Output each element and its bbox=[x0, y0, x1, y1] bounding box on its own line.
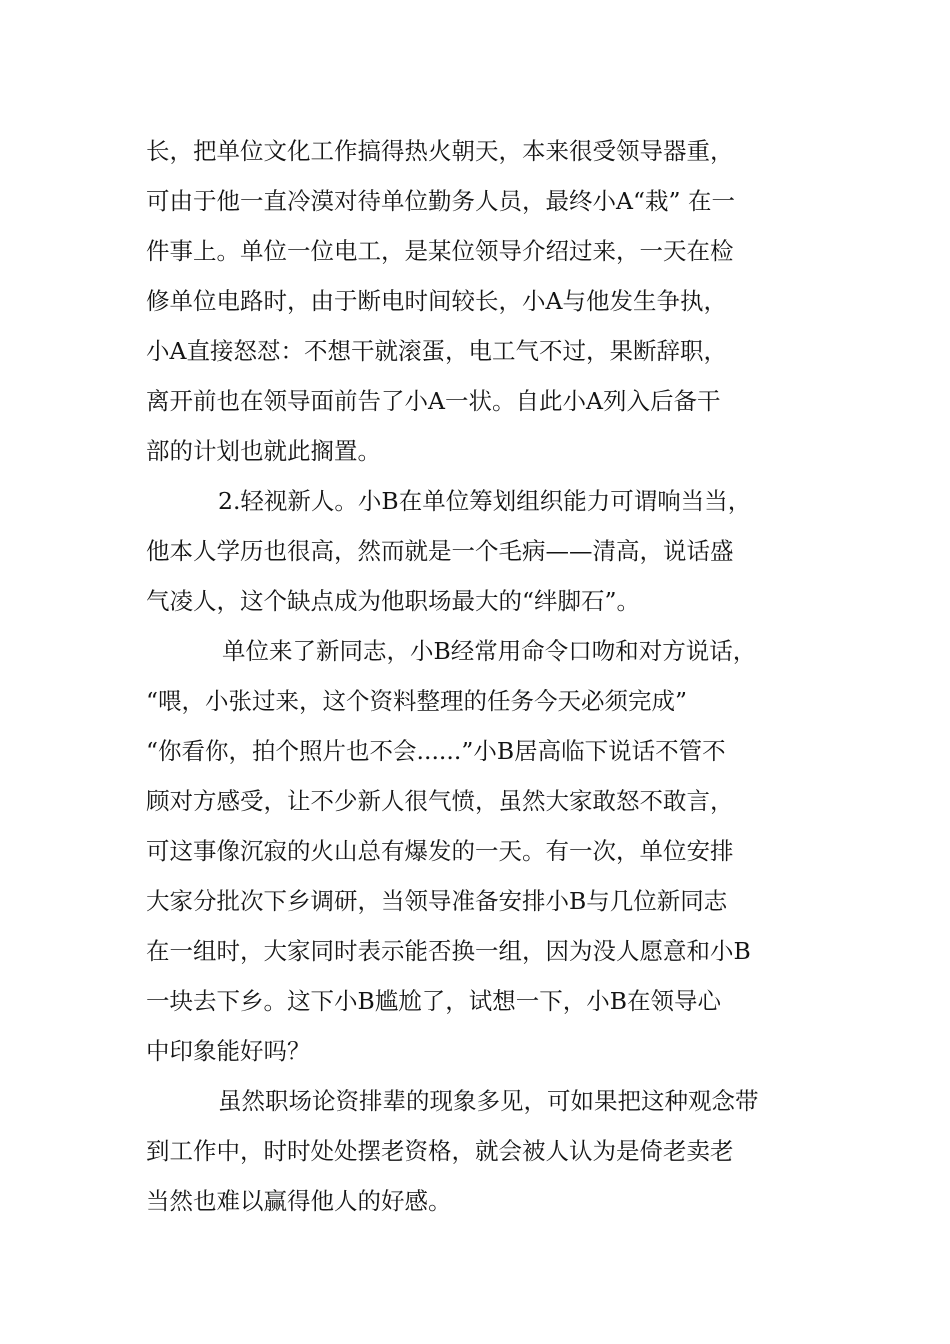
text-line: 长，把单位文化工作搞得热火朝天，本来很受领导器重， bbox=[146, 137, 734, 165]
paragraph-start-line: 虽然职场论资排辈的现象多见，可如果把这种观念带 bbox=[218, 1087, 759, 1115]
text-line: 在一组时，大家同时表示能否换一组，因为没人愿意和小B bbox=[146, 937, 751, 965]
text-line: 可由于他一直冷漠对待单位勤务人员，最终小A“栽” 在一 bbox=[146, 187, 735, 215]
text-line: 他本人学历也很高，然而就是一个毛病——清高，说话盛 bbox=[146, 537, 734, 565]
paragraph-start-line: 单位来了新同志，小B经常用命令口吻和对方说话， bbox=[222, 637, 757, 665]
text-line: 部的计划也就此搁置。 bbox=[146, 437, 381, 465]
text-line: 顾对方感受，让不少新人很气愤，虽然大家敢怒不敢言， bbox=[146, 787, 734, 815]
quote-line: “喂，小张过来，这个资料整理的任务今天必须完成” bbox=[146, 687, 688, 715]
text-line: 气凌人，这个缺点成为他职场最大的“绊脚石”。 bbox=[146, 587, 641, 615]
text-line: 当然也难以赢得他人的好感。 bbox=[146, 1187, 452, 1215]
text-line: 离开前也在领导面前告了小A一状。自此小A列入后备干 bbox=[146, 387, 721, 415]
text-line: 大家分批次下乡调研，当领导准备安排小B与几位新同志 bbox=[146, 887, 728, 915]
text-line: 件事上。单位一位电工，是某位领导介绍过来，一天在检 bbox=[146, 237, 734, 265]
text-line: 小A直接怒怼：不想干就滚蛋，电工气不过，果断辞职， bbox=[146, 337, 727, 365]
text-line: 可这事像沉寂的火山总有爆发的一天。有一次，单位安排 bbox=[146, 837, 734, 865]
text-line: 到工作中，时时处处摆老资格，就会被人认为是倚老卖老 bbox=[146, 1137, 734, 1165]
quote-line: “你看你，拍个照片也不会......”小B居高临下说话不管不 bbox=[146, 737, 726, 765]
text-line: 中印象能好吗？ bbox=[146, 1037, 311, 1065]
text-line: 一块去下乡。这下小B尴尬了，试想一下，小B在领导心 bbox=[146, 987, 722, 1015]
section-heading-line: 2.轻视新人。小B在单位筹划组织能力可谓响当当， bbox=[218, 487, 752, 515]
text-line: 修单位电路时，由于断电时间较长，小A与他发生争执， bbox=[146, 287, 727, 315]
